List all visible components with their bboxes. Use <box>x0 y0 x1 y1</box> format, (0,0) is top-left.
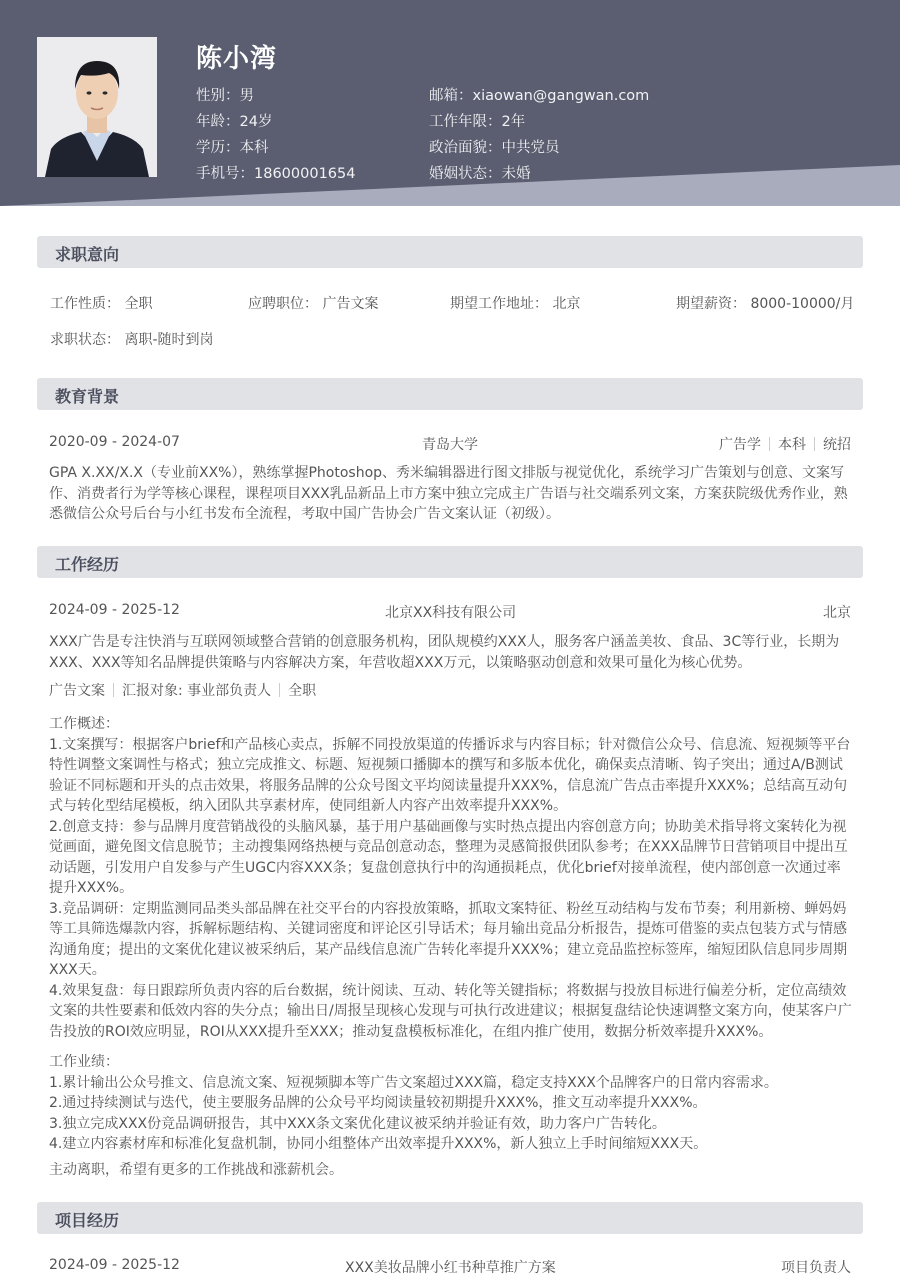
education-description: GPA X.XX/X.X（专业前XX%），熟练掌握Photoshop、秀米编辑器进行图文排版与视觉优化，系统学习广告策划与创意、文案写作、消费者行为学等核心课程，课程项目XXX乳品新品上市方案中独立完成主广告语与社交端系列文案，方案获院级优秀作业，熟悉微信公众号后台与小红书发布全流程，考取中国广告协会广告文案认证（初级）。 <box>49 465 848 522</box>
phone-number: 手机号：18600001654 <box>196 166 356 182</box>
education-period: 2020-09 - 2024-07 <box>49 434 180 450</box>
overview-item: 2.创意支持：参与品牌月度营销战役的头脑风暴，基于用户基础画像与实时热点提出内容创意方向；协助美术指导将文案转化为视觉画面，避免图文信息脱节；主动搜集网络热梗与竞品创意动态，整理为灵感简报供团队参考；在XXX品牌节日营销项目中提出互动话题，引发用户自发参与产生UGC内容XXX条；复盘创意执行中的沟通损耗点，优化brief对接单流程，使内部创意一次通过率提升XXX%。 <box>49 818 848 896</box>
achievement-item: 3.独立完成XXX份竞品调研报告，其中XXX条文案优化建议被采纳并验证有效，助力客户广告转化。 <box>49 1115 666 1132</box>
project-name: XXX美妆品牌小红书种草推广方案 <box>345 1260 556 1276</box>
divider <box>279 683 280 697</box>
company-description: XXX广告是专注快消与互联网领域整合营销的创意服务机构，团队规模约XXX人，服务客户涵盖美妆、食品、3C等行业，长期为XXX、XXX等知名品牌提供策略与内容解决方案，年营收超XXX万元，以策略驱动创意和效果可量化为核心优势。 <box>49 634 840 671</box>
overview-item: 4.效果复盘：每日跟踪所负责内容的后台数据，统计阅读、互动、转化等关键指标；将数据与投放目标进行偏差分析，定位高绩效文案的共性要素和低效内容的失分点；输出日/周报呈现核心发现与可执行改进建议；根据复盘结论快速调整文案方向，使某客户广告投放的ROI效应明显，ROI从XXX提升至XXX；推动复盘模板标准化，在组内推广使用，数据分析效率提升XXX%。 <box>49 982 852 1040</box>
work-tags <box>49 680 316 700</box>
divider <box>113 683 114 697</box>
education-level: 学历：本科 <box>196 140 269 156</box>
leave-reason: 主动离职，希望有更多的工作挑战和涨薪机会。 <box>49 1162 343 1178</box>
section-header-work <box>37 546 863 578</box>
intent-status: 求职状态： 离职-随时到岗 <box>50 332 214 348</box>
education-tags <box>719 434 851 454</box>
divider <box>814 437 815 451</box>
work-years: 工作年限：2年 <box>429 114 526 130</box>
avatar <box>37 37 157 177</box>
work-role: 广告文案 <box>49 683 105 699</box>
work-job-type: 全职 <box>288 683 317 699</box>
work-achievements <box>49 1052 854 1155</box>
intent-position: 应聘职位： 广告文案 <box>248 296 379 312</box>
work-report-to: 汇报对象: 事业部负责人 <box>122 683 272 699</box>
education-school: 青岛大学 <box>422 437 478 453</box>
section-title: 项目经历 <box>55 1211 120 1230</box>
resume-header <box>0 0 900 206</box>
marital-status: 婚姻状态：未婚 <box>429 166 531 182</box>
section-title: 教育背景 <box>55 387 120 406</box>
age: 年龄：24岁 <box>196 114 273 130</box>
education-degree: 本科 <box>778 437 806 453</box>
overview-item: 1.文案撰写：根据客户brief和产品核心卖点，拆解不同投放渠道的传播诉求与内容目标；针对微信公众号、信息流、短视频等平台特性调整文案调性与格式；独立完成推文、标题、短视频口播脚本的撰写和多版本优化，确保卖点清晰、钩子突出；通过A/B测试验证不同标题和开头的点击效果，将服务品牌的公众号图文平均阅读量提升XXX%，信息流广告点击率提升XXX%；总结高互动句式与转化型结尾模板，纳入团队共享素材库，使同组新人内容产出效率提升XXX%。 <box>49 736 851 814</box>
section-title: 求职意向 <box>55 245 120 264</box>
intent-salary: 期望薪资： 8000-10000/月 <box>676 296 855 312</box>
work-city: 北京 <box>823 605 851 621</box>
project-role: 项目负责人 <box>781 1260 851 1276</box>
intent-location: 期望工作地址： 北京 <box>450 296 581 312</box>
education-major: 广告学 <box>719 437 761 453</box>
achievement-item: 1.累计输出公众号推文、信息流文案、短视频脚本等广告文案超过XXX篇，稳定支持XXX个品牌客户的日常内容需求。 <box>49 1074 778 1091</box>
divider <box>769 437 770 451</box>
work-company: 北京XX科技有限公司 <box>385 605 517 621</box>
achievements-title: 工作业绩： <box>49 1054 119 1070</box>
email-address: 邮箱：xiaowan@gangwan.com <box>429 88 650 104</box>
candidate-name: 陈小湾 <box>196 44 278 74</box>
achievement-item: 4.建立内容素材库和标准化复盘机制，协同小组整体产出效率提升XXX%，新人独立上手时间缩短XXX天。 <box>49 1136 708 1152</box>
intent-job-type: 工作性质： 全职 <box>50 296 153 312</box>
education-enrollment: 统招 <box>823 437 851 453</box>
project-period: 2024-09 - 2025-12 <box>49 1257 180 1273</box>
achievement-item: 2.通过持续测试与迭代，使主要服务品牌的公众号平均阅读量较初期提升XXX%，推文互动率提升XXX%。 <box>49 1095 707 1111</box>
section-header-intent <box>37 236 863 268</box>
work-period: 2024-09 - 2025-12 <box>49 602 180 618</box>
overview-item: 3.竞品调研：定期监测同品类头部品牌在社交平台的内容投放策略，抓取文案特征、粉丝互动结构与发布节奏；利用新榜、蝉妈妈等工具筛选爆款内容，拆解标题结构、关键词密度和评论区引导话术；每月输出竞品分析报告，提炼可借鉴的卖点包装方式与情感沟通角度；提出的文案优化建议被采纳后，某产品线信息流广告转化率提升XXX%；建立竞品监控标签库，缩短团队信息同步周期XXX天。 <box>49 900 848 978</box>
gender: 性别：男 <box>196 88 254 104</box>
overview-title: 工作概述： <box>49 716 119 732</box>
profile-photo <box>37 37 157 177</box>
section-header-project <box>37 1202 863 1234</box>
work-overview <box>49 714 854 1042</box>
section-title: 工作经历 <box>55 555 120 574</box>
section-header-education <box>37 378 863 410</box>
political-status: 政治面貌：中共党员 <box>429 140 560 156</box>
